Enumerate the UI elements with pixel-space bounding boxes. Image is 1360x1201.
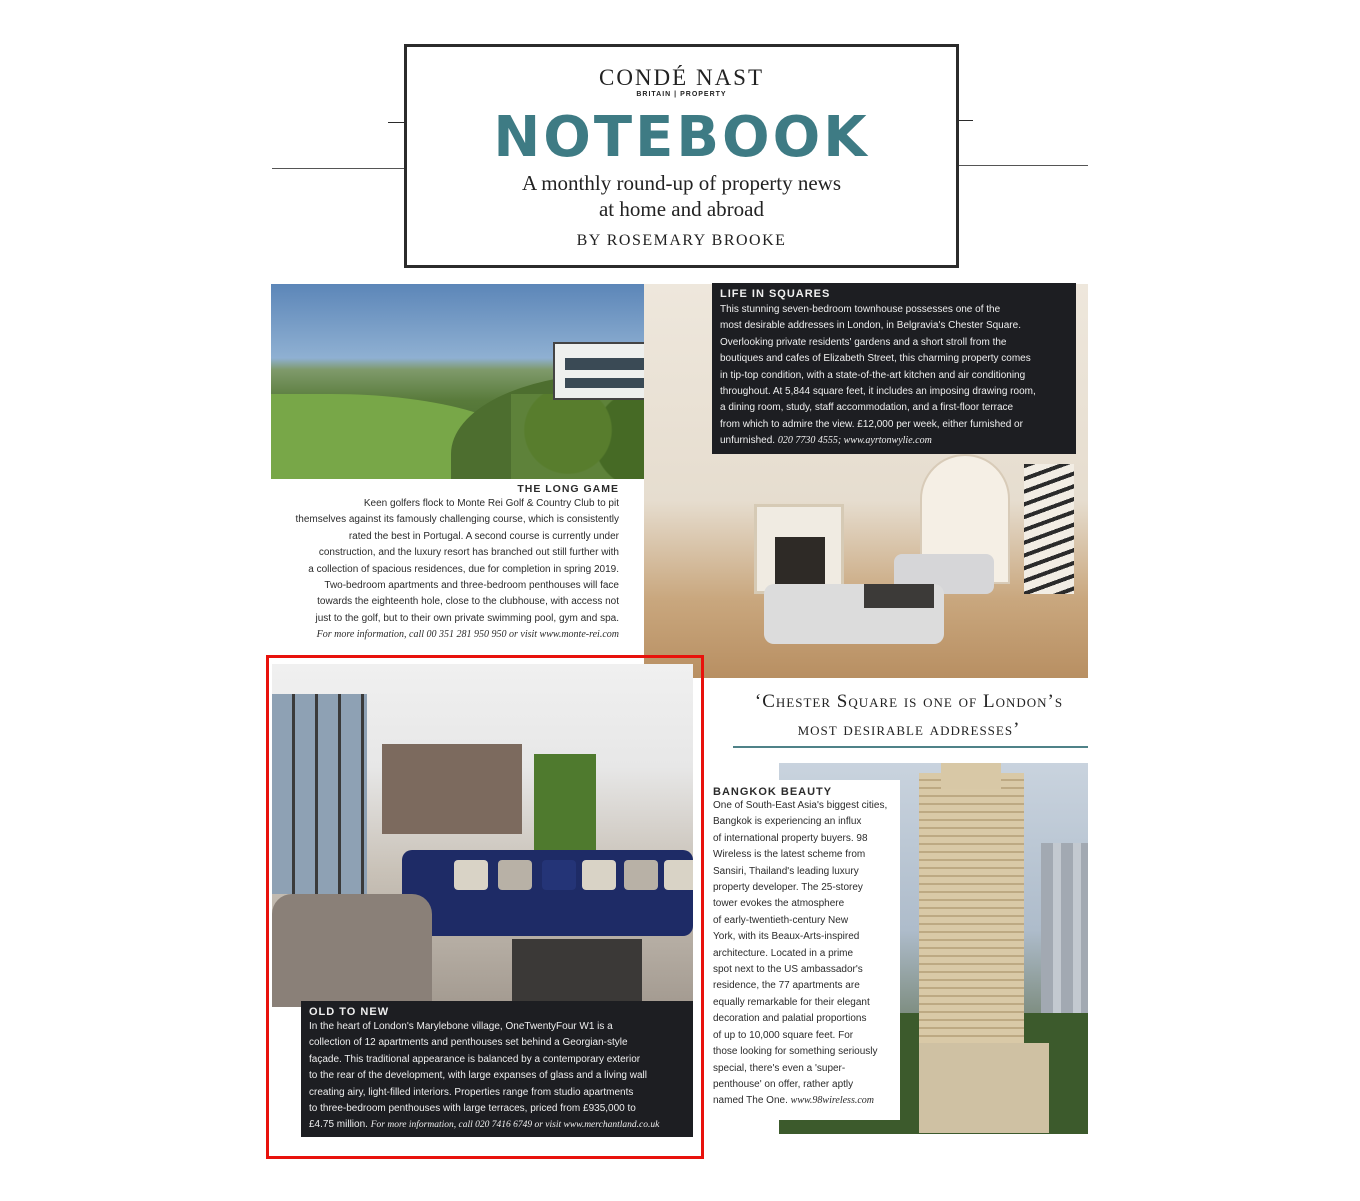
body-line: residence, the 77 apartments are <box>713 980 860 992</box>
body-line: property developer. The 25-storey <box>713 882 863 894</box>
body-line: unfurnished. <box>720 435 776 447</box>
body-line: in tip-top condition, with a state-of-the-art kitchen and air conditioning <box>720 369 1026 381</box>
pull-quote <box>730 688 1088 744</box>
long-game-heading: THE LONG GAME <box>517 483 619 495</box>
body-line: equally remarkable for their elegant <box>713 996 870 1008</box>
body-line: a dining room, study, staff accommodation, and a first-floor terrace <box>720 402 1014 414</box>
body-line: Keen golfers flock to Monte Rei Golf & Country Club to pit <box>363 498 619 509</box>
body-line: façade. This traditional appearance is balanced by a contemporary exterior <box>309 1053 641 1065</box>
body-line: £4.75 million. <box>309 1119 368 1131</box>
fireplace-shape <box>754 504 844 594</box>
body-line: throughout. At 5,844 square feet, it includes an imposing drawing room, <box>720 386 1036 398</box>
contact-info: For more information, call 020 7416 6749 or visit www.merchantland.co.uk <box>370 1120 660 1131</box>
body-line: architecture. Located in a prime <box>713 947 854 959</box>
masthead-rule-right <box>957 165 1088 166</box>
body-line: of international property buyers. 98 <box>713 832 868 844</box>
body-line: to three-bedroom penthouses with large terraces, priced from £935,000 to <box>309 1103 636 1115</box>
tower-crown-shape <box>941 763 1001 789</box>
brand-subtitle: BRITAIN | PROPERTY <box>636 91 727 98</box>
golf-resort-photo <box>271 284 699 479</box>
body-line: This stunning seven-bedroom townhouse possesses one of the <box>720 304 1001 315</box>
skyline-shape <box>1041 843 1088 1033</box>
staircase-shape <box>1024 464 1074 594</box>
body-line: Overlooking private residents' gardens and a short stroll from the <box>720 336 1007 348</box>
page-subtitle <box>407 170 956 222</box>
body-line: named The One. <box>713 1095 788 1107</box>
body-line: collection of 12 apartments and penthouses set behind a Georgian-style <box>309 1037 628 1049</box>
masthead <box>404 44 959 268</box>
long-game-body <box>278 496 619 644</box>
body-line: just to the golf, but to their own private swimming pool, gym and spa. <box>315 612 619 624</box>
body-line: construction, and the luxury resort has branched out still further with <box>318 547 619 559</box>
podium-shape <box>919 1043 1049 1133</box>
contact-info: For more information, call 00 351 281 950 950 or visit www.monte-rei.com <box>316 629 619 641</box>
body-line: most desirable addresses in London, in Belgravia's Chester Square. <box>720 320 1021 332</box>
body-line: spot next to the US ambassador's <box>713 964 863 976</box>
body-line: of up to 10,000 square feet. For <box>713 1029 854 1041</box>
body-line: creating airy, light-filled interiors. Properties range from studio apartments <box>309 1086 634 1098</box>
body-line: towards the eighteenth hole, close to the clubhouse, with access not <box>317 596 619 608</box>
body-line: rated the best in Portugal. A second course is currently under <box>348 530 619 542</box>
long-game-panel <box>272 480 627 648</box>
masthead-rule-right-short <box>957 120 973 121</box>
body-line: boutiques and cafes of Elizabeth Street, this charming property comes <box>720 353 1031 365</box>
bangkok-beauty-panel <box>705 780 900 1120</box>
brand-name: CONDÉ NAST <box>598 65 765 90</box>
byline: BY ROSEMARY BROOKE <box>576 232 787 249</box>
pull-quote-line-1: ‘Chester Square is one of London’s <box>754 691 1064 712</box>
highlight-box <box>266 655 704 1159</box>
body-line: Bangkok is experiencing an influx <box>713 816 862 828</box>
body-line: those looking for something seriously <box>713 1046 878 1058</box>
masthead-rule-left <box>272 168 406 169</box>
body-line: York, with its Beaux-Arts-inspired <box>713 931 860 943</box>
body-line: penthouse' on offer, rather aptly <box>713 1078 854 1090</box>
body-line: of early-twentieth-century New <box>713 914 849 926</box>
subtitle-line-2: at home and abroad <box>598 197 765 221</box>
old-to-new-heading: OLD TO NEW <box>309 1006 390 1018</box>
body-line: Wireless is the latest scheme from <box>713 849 866 861</box>
body-line: a collection of spacious residences, due for completion in spring 2019. <box>308 563 619 575</box>
body-line: from which to admire the view. £12,000 per week, either furnished or <box>720 418 1023 430</box>
pull-quote-rule <box>733 746 1088 748</box>
contact-info: 020 7730 4555; www.ayrtonwylie.com <box>777 435 932 447</box>
body-line: Two-bedroom apartments and three-bedroom penthouses will face <box>324 580 619 592</box>
body-line: to the rear of the development, with large expanses of glass and a living wall <box>309 1070 647 1082</box>
body-line: In the heart of London's Marylebone village, OneTwentyFour W1 is a <box>309 1021 613 1032</box>
body-line: special, there's even a 'super- <box>713 1062 846 1074</box>
body-line: tower evokes the atmosphere <box>713 898 845 910</box>
body-line: One of South-East Asia's biggest cities, <box>713 800 888 811</box>
life-in-squares-body <box>720 302 1068 450</box>
coffee-table-shape <box>864 584 934 608</box>
pull-quote-line-2: most desirable addresses’ <box>797 719 1021 740</box>
body-line: decoration and palatial proportions <box>713 1013 867 1025</box>
body-line: Sansiri, Thailand's leading luxury <box>713 865 859 877</box>
contact-info: www.98wireless.com <box>790 1095 874 1107</box>
life-in-squares-heading: LIFE IN SQUARES <box>720 288 831 300</box>
life-in-squares-panel <box>712 283 1076 454</box>
page-title: NOTEBOOK <box>493 105 870 170</box>
subtitle-line-1: A monthly round-up of property news <box>521 171 842 195</box>
bangkok-beauty-heading: BANGKOK BEAUTY <box>713 786 833 798</box>
bangkok-beauty-body <box>713 798 894 1110</box>
body-line: themselves against its famously challenging course, which is consistently <box>295 514 619 526</box>
